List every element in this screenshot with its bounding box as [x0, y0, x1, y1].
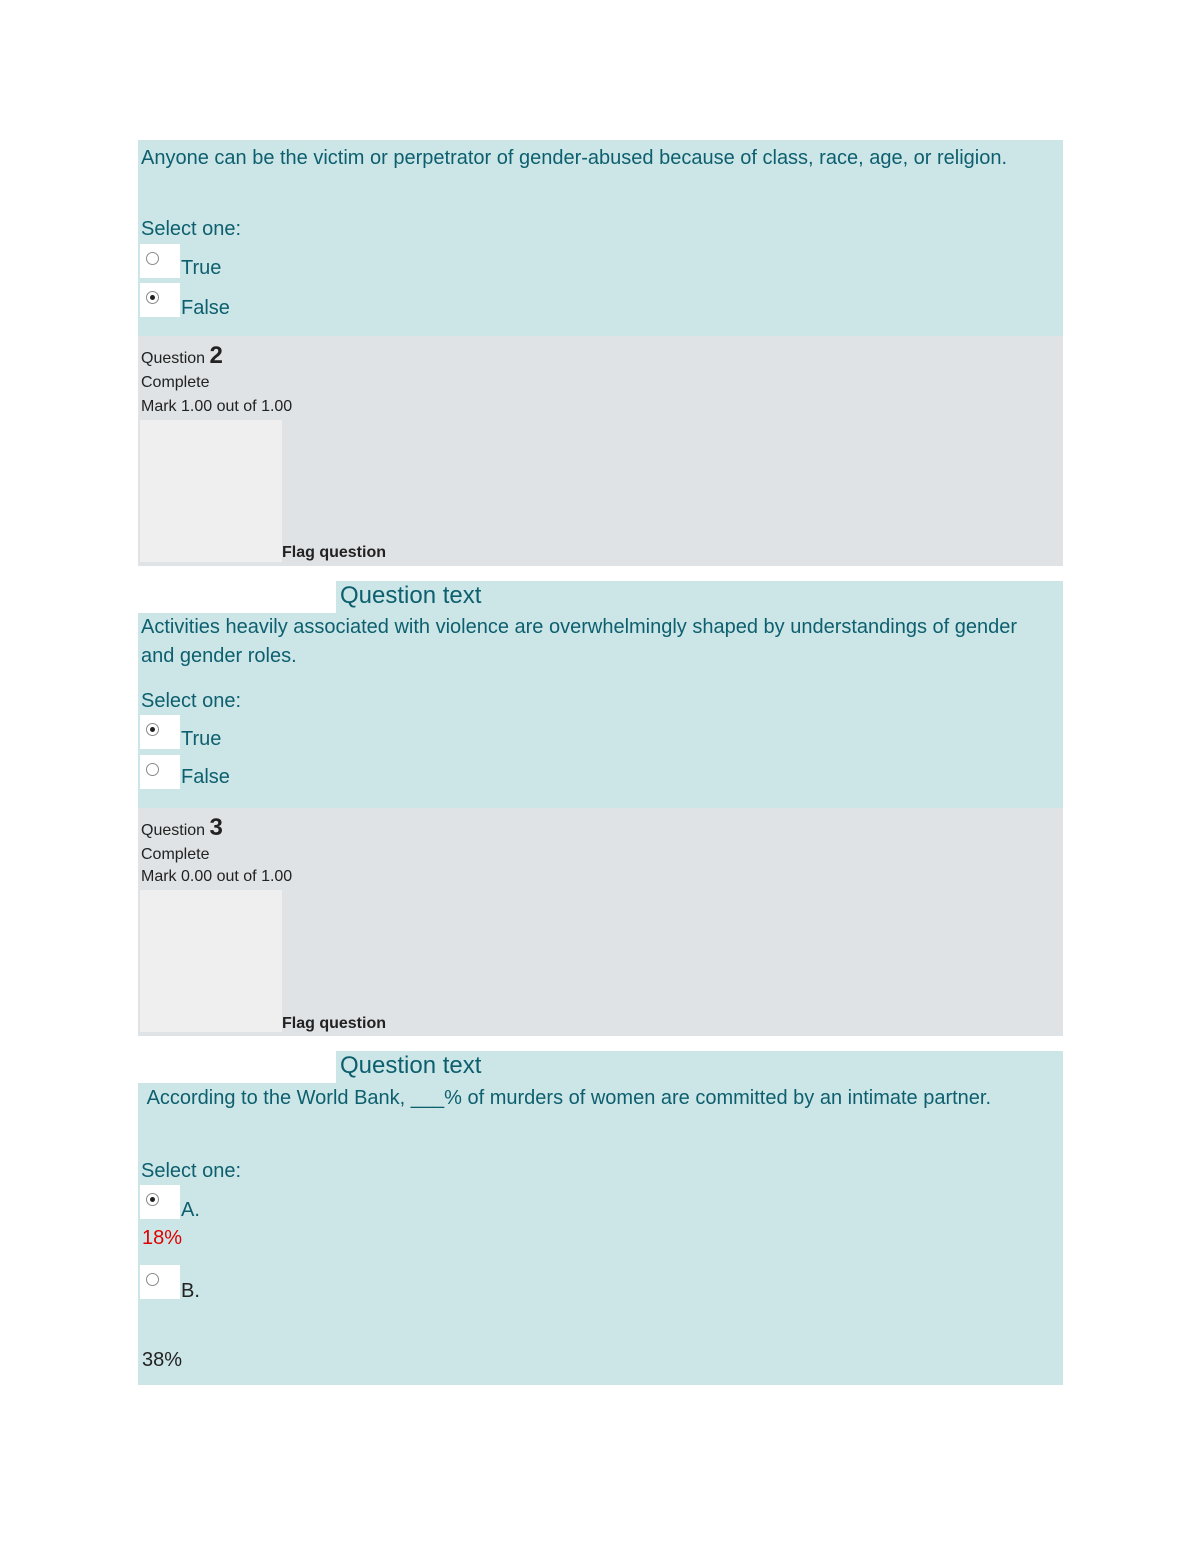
q1-option-true-label[interactable]: True [181, 257, 222, 279]
radio-checked-icon [146, 1193, 159, 1206]
flag-question-link[interactable]: Flag question [282, 1015, 386, 1032]
q3-option-a-letter[interactable]: A. [181, 1199, 200, 1221]
q3-option-a-radio[interactable] [140, 1185, 180, 1219]
question-2-prompt: Select one: [141, 690, 242, 712]
q1-option-false-radio[interactable] [140, 283, 180, 317]
question-3-prompt: Select one: [141, 1160, 242, 1182]
question-3-mark: Mark 0.00 out of 1.00 [141, 868, 293, 885]
question-1-text: Anyone can be the victim or perpetrator of gender-abused because of class, race, age, or religion. [141, 147, 1008, 169]
question-3-text: According to the World Bank, ___% of murders of women are committed by an intimate partner. [141, 1087, 992, 1109]
question-2-state: Complete [141, 374, 210, 391]
question-text-header: Question text [340, 582, 482, 609]
question-1-block [138, 140, 1063, 336]
flag-icon-placeholder[interactable] [140, 420, 282, 562]
flag-icon-placeholder[interactable] [140, 890, 282, 1032]
question-2-header-bar [336, 581, 1063, 613]
radio-checked-icon [146, 291, 159, 304]
question-3-heading [141, 814, 223, 842]
radio-checked-icon [146, 723, 159, 736]
question-label: Question [141, 822, 206, 839]
radio-unchecked-icon [146, 1273, 159, 1286]
radio-unchecked-icon [146, 252, 159, 265]
question-3-block [138, 1083, 1063, 1385]
q3-option-b-letter[interactable]: B. [181, 1280, 200, 1302]
q2-option-true-label[interactable]: True [181, 728, 222, 750]
question-text-header: Question text [340, 1052, 482, 1079]
question-3-state: Complete [141, 846, 210, 863]
question-label: Question [141, 350, 206, 367]
flag-question-link[interactable]: Flag question [282, 544, 386, 561]
q2-option-false-radio[interactable] [140, 755, 180, 789]
question-2-block [138, 613, 1063, 808]
question-1-prompt: Select one: [141, 218, 242, 240]
q2-option-false-label[interactable]: False [181, 766, 230, 788]
q3-option-a-answer[interactable]: 18% [142, 1227, 183, 1249]
q2-option-true-radio[interactable] [140, 715, 180, 749]
question-number: 2 [209, 342, 223, 369]
question-2-text: Activities heavily associated with violence are overwhelmingly shaped by understandings of gender and gender roles. [141, 616, 1018, 667]
q3-option-b-radio[interactable] [140, 1265, 180, 1299]
q1-option-false-label[interactable]: False [181, 297, 230, 319]
question-number: 3 [209, 814, 223, 841]
q3-option-b-answer[interactable]: 38% [142, 1349, 183, 1371]
question-2-mark: Mark 1.00 out of 1.00 [141, 398, 293, 415]
q1-option-true-radio[interactable] [140, 244, 180, 278]
question-2-heading [141, 342, 223, 370]
question-2-info [138, 336, 1063, 566]
question-3-header-bar [336, 1051, 1063, 1083]
radio-unchecked-icon [146, 763, 159, 776]
question-3-info [138, 808, 1063, 1036]
